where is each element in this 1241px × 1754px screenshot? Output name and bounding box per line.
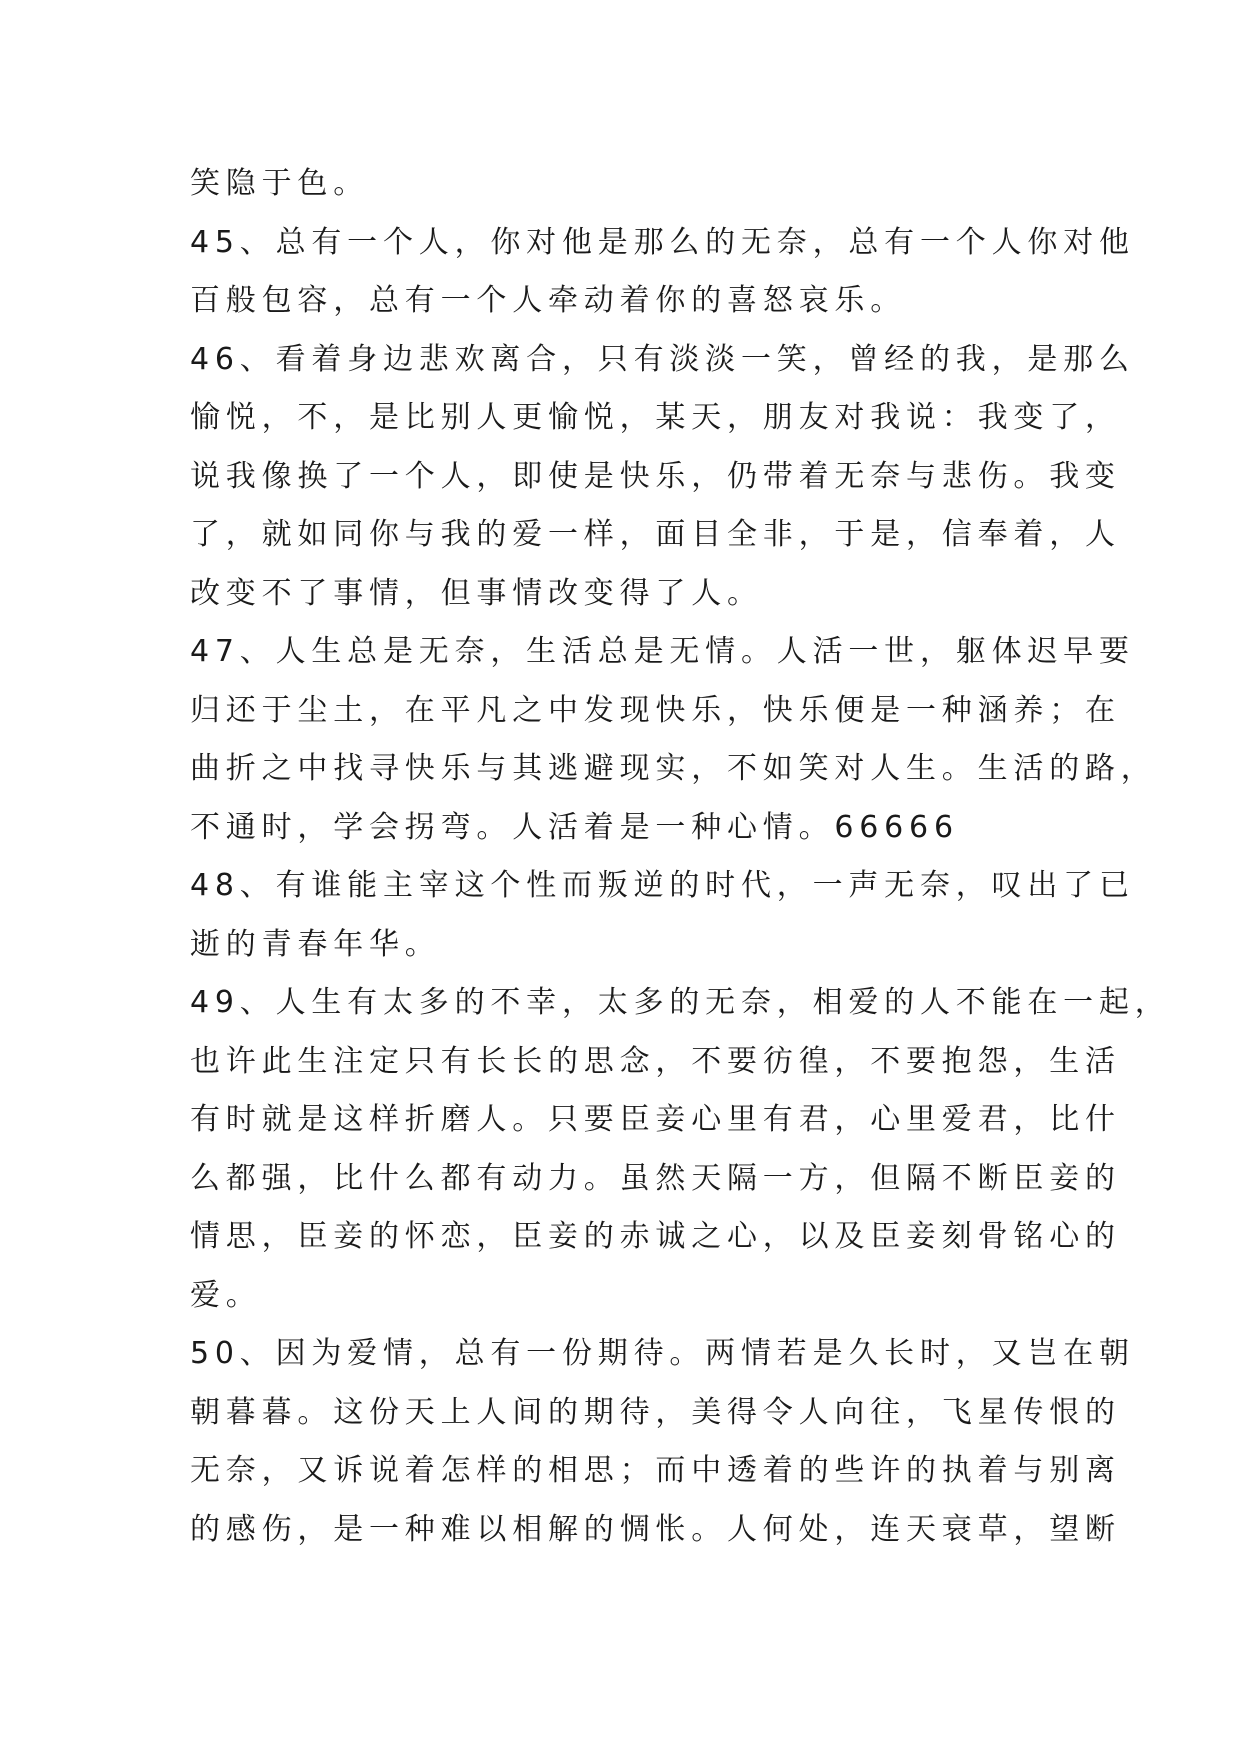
text-line: 说我像换了一个人，即使是快乐，仍带着无奈与悲伤。我变 <box>190 458 1121 494</box>
text-line: 也许此生注定只有长长的思念，不要彷徨，不要抱怨，生活 <box>190 1043 1121 1079</box>
text-line: 48、有谁能主宰这个性而叛逆的时代，一声无奈，叹出了已 <box>190 868 1135 903</box>
text-line: 49、人生有太多的不幸，太多的无奈，相爱的人不能在一起， <box>190 985 1171 1020</box>
text-line: 不通时，学会拐弯。人活着是一种心情。66666 <box>190 809 959 845</box>
text-line: 么都强，比什么都有动力。虽然天隔一方，但隔不断臣妾的 <box>190 1160 1121 1196</box>
text-line: 46、看着身边悲欢离合，只有淡淡一笑，曾经的我，是那么 <box>190 341 1135 377</box>
text-line: 无奈，又诉说着怎样的相思；而中透着的些许的执着与别离 <box>190 1453 1121 1488</box>
text-line: 的感伤，是一种难以相解的惆怅。人何处，连天衰草，望断 <box>190 1511 1121 1547</box>
text-line: 47、人生总是无奈，生活总是无情。人活一世，躯体迟早要 <box>190 634 1135 669</box>
text-line: 逝的青春年华。 <box>190 926 441 962</box>
text-line: 归还于尘土，在平凡之中发现快乐，快乐便是一种涵养；在 <box>190 692 1121 728</box>
text-line: 有时就是这样折磨人。只要臣妾心里有君，心里爱君，比什 <box>190 1102 1121 1137</box>
text-line: 50、因为爱情，总有一份期待。两情若是久长时，又岂在朝 <box>190 1336 1135 1371</box>
text-line: 百般包容，总有一个人牵动着你的喜怒哀乐。 <box>190 283 906 318</box>
text-line: 愉悦，不，是比别人更愉悦，某天，朋友对我说：我变了， <box>190 400 1121 435</box>
body-text <box>190 155 1171 1559</box>
text-line: 笑隐于色。 <box>190 166 369 201</box>
text-line: 曲折之中找寻快乐与其逃避现实，不如笑对人生。生活的路， <box>190 751 1157 786</box>
text-line: 了，就如同你与我的爱一样，面目全非，于是，信奉着，人 <box>190 517 1121 552</box>
text-line: 改变不了事情，但事情改变得了人。 <box>190 575 763 611</box>
text-line: 朝暮暮。这份天上人间的期待，美得令人向往，飞星传恨的 <box>190 1394 1121 1430</box>
text-line: 45、总有一个人，你对他是那么的无奈，总有一个人你对他 <box>190 224 1135 260</box>
text-line: 情思，臣妾的怀恋，臣妾的赤诚之心，以及臣妾刻骨铭心的 <box>190 1219 1121 1254</box>
text-line: 爱。 <box>190 1277 262 1313</box>
